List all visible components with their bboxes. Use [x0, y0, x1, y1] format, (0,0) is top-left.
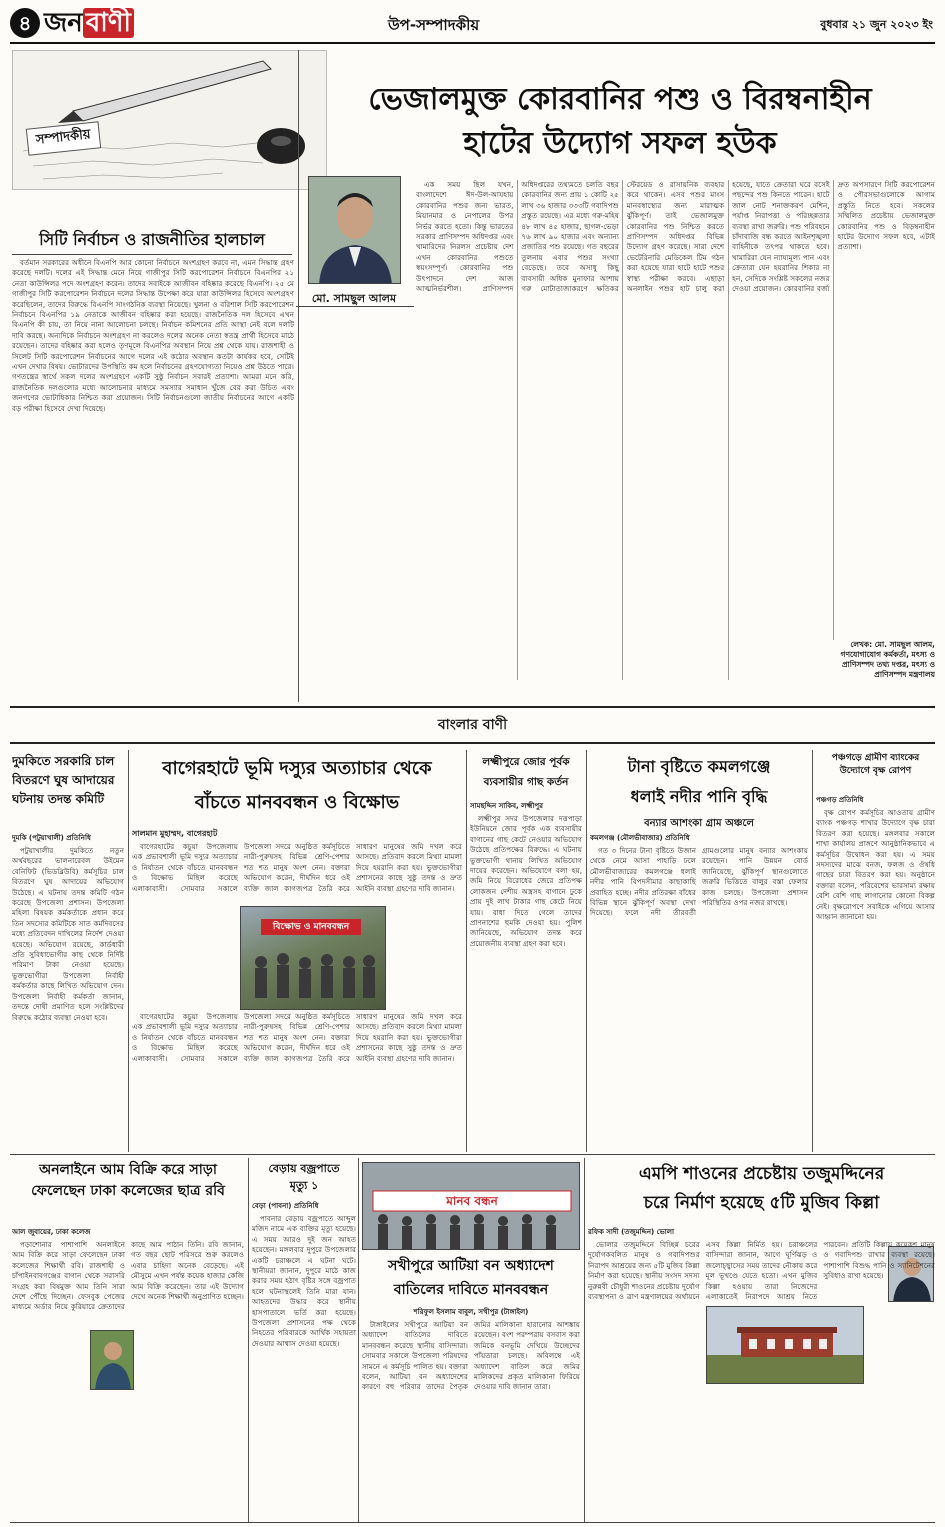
signature-line3: প্রাণিসম্পদ তথ্য দপ্তর, মৎস্য ও [841, 660, 935, 669]
s5-headline: পঞ্চগড়ে গ্রামীণ ব্যাংকের উদ্যোগে বৃক্ষ রোপণ [831, 753, 920, 776]
signature-line4: প্রাণিসম্পদ মন্ত্রণালয় [874, 670, 935, 679]
s8-body [362, 1320, 580, 1520]
s4-body [590, 846, 808, 1150]
s7-byline: বেড়া (পাবনা) প্রতিনিধি [252, 1202, 319, 1210]
s3-body-text: লক্ষ্মীপুর সদর উপজেলার দত্তপাড়া ইউনিয়নে জোর পূর্বক এক ব্যবসায়ীর বাগানের গাছ কেটে নেওয়ার অভিযোগ উঠেছে প্রতিপক্ষের বিরুদ্ধে। এ ঘটনায় ভুক্তভোগী থানায় লিখিত অভিযোগ দায়ের করেছেন। অভিযোগে বলা হয়, জমি নিয়ে বিরোধের জেরে প্রতিপক্ষ লোকজন দেশীয় অস্ত্রসহ বাগানে ঢুকে প্রায় দুই লাখ টাকার গাছ কেটে নিয়ে যায়। বাধা দিতে গেলে তাদের প্রাণনাশের হুমকি দেওয়া হয়। পুলিশ জানিয়েছে, অভিযোগ তদন্ত করে প্রয়োজনীয় ব্যবস্থা গ্রহণ করা হবে। [470, 814, 582, 948]
page-number: ৪ [18, 11, 32, 35]
editorial-headline-rule [12, 254, 292, 255]
s7-body [252, 1214, 356, 1520]
s9-headline-line2: চরে নির্মাণ হয়েছে ৫টি মুজিব কিল্লা [643, 1193, 880, 1213]
s2-body-bottom [132, 1012, 462, 1150]
s2-body-top [132, 842, 462, 904]
s4-byline: কমলগঞ্জ (মৌলভীবাজার) প্রতিনিধি [590, 834, 690, 842]
s9-byline: রফিক সাদী (তজুমদ্দিন) ভোলা [588, 1228, 675, 1236]
section-banner: বাংলার বাণী [437, 717, 508, 733]
s8-body-text: টাঙ্গাইলের সখীপুরে আটিয়া বন অধ্যাদেশ বাতিলের দাবিতে মানববন্ধন করেছে স্থানীয় বাসিন্দারা। সোমবার সকালে উপজেলা পরিষদের সামনে এ কর্মসূচি পালিত হয়। বক্তারা বলেন, আটিয়া বন অধ্যাদেশের কারণে বহু পরিবার তাদের পৈতৃক জমির মালিকানা হারানোর আশঙ্কায় রয়েছেন। বংশ পরম্পরায় বসবাস করা জমিকে বনভূমি দেখিয়ে উচ্ছেদের পাঁয়তারা চলছে। অবিলম্বে এই অধ্যাদেশ বাতিল করে জমির মালিকদের প্রকৃত মালিকানা ফিরিয়ে দেওয়ার দাবি জানান তারা। [362, 1320, 580, 1392]
s9-body-text: ভোলার তজুমদ্দিনে বিচ্ছিন্ন চরের দুর্যোগকবলিত মানুষ ও গবাদিপশুর নিরাপদ আশ্রয়ের জন্য ৫টি মুজিব কিল্লা নির্মাণ করা হয়েছে। স্থানীয় সংসদ সদস্য নুরুন্নবী চৌধুরী শাওনের প্রচেষ্টায় দুর্যোগ ব্যবস্থাপনা ও ত্রাণ মন্ত্রণালয়ের অর্থায়নে এসব কিল্লা নির্মিত হয়। চরাঞ্চলের বাসিন্দারা জানান, আগে ঘূর্ণিঝড় ও জলোচ্ছ্বাসের সময় তাদের নৌকায় করে মূল ভূখণ্ডে যেতে হতো। এখন মুজিব কিল্লা হওয়ায় তারা নিজেদের এলাকাতেই নিরাপদে আশ্রয় নিতে পারবেন। প্রতিটি কিল্লায় কয়েকশ মানুষ ও গবাদিপশু রাখার ব্যবস্থা রয়েছে। পাশাপাশি বিশুদ্ধ পানি ও স্যানিটেশনের সুবিধাও রাখা হয়েছে। [588, 1240, 935, 1302]
logo-part1: জন [44, 8, 83, 38]
s7-headline [252, 1160, 356, 1198]
s8-byline: শরিফুল ইসলাম বাবুল, সখীপুর (টাঙ্গাইল) [413, 1308, 529, 1316]
s1-headline: দুমকিতে সরকারি চাল বিতরণে ঘুষ আদায়ের ঘটনায় তদন্ত কমিটি [12, 754, 115, 806]
s1-body [12, 846, 124, 1150]
s8-photo-banner: মানব বন্ধন [446, 1194, 498, 1208]
editorial-body-text: বর্তমান সরকারের অধীনে বিএনপি আর কোনো নির্বাচনে অংশগ্রহণ করবে না, এমন সিদ্ধান্ত গ্রহণ করেছে দলটি। দলের এই সিদ্ধান্ত মেনে নিয়ে গাজীপুর সিটি করপোরেশন নির্বাচনে বিএনপির ২১ নেতা কাউন্সিলর পদে অংশগ্রহণ করেন। তাদের সবাইকে আজীবন বহিষ্কার করেছে বিএনপি। ২৫ মে গাজীপুর সিটি করপোরেশন নির্বাচনে দলের সিদ্ধান্ত উপেক্ষা করে যারা কাউন্সিলর হিসেবে অংশগ্রহণ করেছিলেন, তাদের বিরুদ্ধে বিএনপি সাংগঠনিক ব্যবস্থা নিয়েছে। খুলনা ও বরিশাল সিটি করপোরেশন নির্বাচনে বিএনপির ১৯ নেতাকে আজীবন বহিষ্কার করা হয়েছে। রাজনৈতিক দল হিসেবে এখন বিএনপি কী চায়, তা নিয়ে নানা আলোচনা চলছে। নির্বাচন কমিশনের প্রতি আস্থা নেই বলে দলটি দাবি করছে। অন্যদিকে নির্বাচনে অংশগ্রহণ না করলেও দলের অনেক নেতা স্বতন্ত্র প্রার্থী হিসেবে মাঠে রয়েছেন। তাদের বহিষ্কার করা হলেও তৃণমূলে বিএনপির অবস্থান নিয়ে প্রশ্ন থেকে যায়। রাজশাহী ও সিলেট সিটি করপোরেশন নির্বাচনের আগে দলের এই কঠোর অবস্থান কতটা কার্যকর হবে, সেটিই এখন দেখার বিষয়। ভোটারদের উপস্থিতি কম হলে নির্বাচনের গ্রহণযোগ্যতা নিয়েও প্রশ্ন উঠতে পারে। গণতন্ত্রের স্বার্থে সকল দলের অংশগ্রহণে একটি সুষ্ঠু নির্বাচন সবারই প্রত্যাশা। আমরা মনে করি, রাজনৈতিক দলগুলোর মধ্যে আলোচনার মাধ্যমে সমস্যার সমাধান খুঁজে বের করা উচিত এবং জনগণের ভোটাধিকার নিশ্চিত করা প্রয়োজন। সিটি নির্বাচনগুলো জাতীয় নির্বাচনের আগে একটি বড় পরীক্ষা হিসেবে দেখা দিয়েছে। [12, 258, 294, 413]
s1-body-text: পটুয়াখালীর দুমকিতে নতুন অর্থবছরের ভালনারেবল উইমেন বেনিফিট (ভিডব্লিউবি) কর্মসূচির চাল বিতরণে ঘুষ আদায়ের অভিযোগ উঠেছে। এ ঘটনায় তদন্ত কমিটি গঠন করেছে উপজেলা প্রশাসন। উপজেলা মহিলা বিষয়ক কর্মকর্তাকে প্রধান করে তিন সদস্যের কমিটিকে সাত কর্মদিবসের মধ্যে প্রতিবেদন দাখিলের নির্দেশ দেওয়া হয়েছে। অভিযোগ রয়েছে, কার্ডধারী প্রতি সুবিধাভোগীর কাছ থেকে নির্দিষ্ট পরিমাণ টাকা নেওয়া হয়েছে। ভুক্তভোগীরা উপজেলা নির্বাহী কর্মকর্তার কাছে লিখিত অভিযোগ দেন। উপজেলা নির্বাহী কর্মকর্তা জানান, তদন্তে দোষী প্রমাণিত হলে সংশ্লিষ্টদের বিরুদ্ধে কঠোর ব্যবস্থা নেওয়া হবে। [12, 846, 124, 1022]
s9-body [588, 1240, 935, 1520]
s7-body-text: পাবনার বেড়ায় বজ্রপাতে আব্দুল মজিদ নামে এক ব্যক্তির মৃত্যু হয়েছে। এ সময় আরও দুই জন আহত হয়েছেন। মঙ্গলবার দুপুরে উপজেলার একটি চরাঞ্চলে এ ঘটনা ঘটে। স্থানীয়রা জানান, দুপুরে মাঠে কাজ করার সময় হঠাৎ বৃষ্টির সঙ্গে বজ্রপাত হলে ঘটনাস্থলেই তিনি মারা যান। আহতদের উদ্ধার করে স্থানীয় হাসপাতালে ভর্তি করা হয়েছে। উপজেলা প্রশাসনের পক্ষ থেকে নিহতের পরিবারকে আর্থিক সহায়তা দেওয়ার আশ্বাস দেওয়া হয়েছে। [252, 1214, 356, 1348]
editorial-divider [298, 50, 299, 702]
oped-headline-line1: ভেজালমুক্ত কোরবানির পশু ও বিরম্বনাহীন [368, 82, 872, 117]
s4-body-text: গত ৩ দিনের টানা বৃষ্টিতে উজান থেকে নেমে আসা পাহাড়ি ঢলে মৌলভীবাজারের কমলগঞ্জে ধলাই নদীর পানি বিপদসীমার কাছাকাছি প্রবাহিত হচ্ছে। নদীর প্রতিরক্ষা বাঁধের বিভিন্ন স্থানে ঝুঁকিপূর্ণ অবস্থা দেখা দিয়েছে। ফলে নদী তীরবর্তী গ্রামগুলোর মানুষ বন্যার আশংকায় রয়েছেন। পানি উন্নয়ন বোর্ড জানিয়েছে, ঝুঁকিপূর্ণ স্থানগুলোতে জরুরি ভিত্তিতে বালুর বস্তা ফেলার কাজ চলছে। উপজেলা প্রশাসন পরিস্থিতির ওপর নজর রাখছে। [590, 846, 808, 918]
s4-headline-line2: ধলাই নদীর পানি বৃদ্ধি [630, 787, 768, 806]
s7-divider [358, 1158, 359, 1522]
s2-byline: সালমান মুহাম্মদ, বাগেরহাট [132, 829, 218, 838]
s2-headline [132, 752, 462, 824]
oped-signature [760, 640, 935, 680]
s8-headline-line1: সখীপুরে আটিয়া বন অধ্যাদেশ [388, 1258, 554, 1274]
s2-divider [466, 750, 467, 1152]
s8-photo [362, 1162, 580, 1250]
s3-body [470, 814, 582, 1150]
s8-divider [584, 1158, 585, 1522]
s9-headline-line1: এমপি শাওনের প্রচেষ্টায় তজুমদ্দিনের [638, 1164, 885, 1184]
s2-body-text: বাগেরহাটের কচুয়া উপজেলায় এক প্রভাবশালী ভূমি দস্যুর অত্যাচার ও নির্যাতন থেকে বাঁচতে মানববন্ধন ও বিক্ষোভ মিছিল করেছে এলাকাবাসী। সোমবার সকালে উপজেলা সদরে অনুষ্ঠিত কর্মসূচিতে নারী-পুরুষসহ বিভিন্ন শ্রেণি-পেশার শত শত মানুষ অংশ নেন। বক্তারা অভিযোগ করেন, দীর্ঘদিন ধরে ওই ব্যক্তি জাল কাগজপত্র তৈরি করে সাধারণ মানুষের জমি দখল করে আসছে। প্রতিবাদ করলে মিথ্যা মামলা দিয়ে হয়রানি করা হয়। ভুক্তভোগীরা প্রশাসনের কাছে সুষ্ঠু তদন্ত ও দ্রুত আইনি ব্যবস্থা গ্রহণের দাবি জানান। [132, 842, 462, 893]
logo-part2: বাণী [83, 8, 134, 38]
s2-photo [240, 906, 386, 1010]
masthead-rule [10, 42, 935, 44]
oped-body [300, 180, 935, 680]
s2-headline-line2: বাঁচতে মানববন্ধন ও বিক্ষোভ [194, 792, 400, 813]
s6-byline: আল জুবায়ের, ঢাকা কলেজ [12, 1228, 91, 1236]
editorial-headline: সিটি নির্বাচন ও রাজনীতির হালচাল [39, 230, 265, 249]
s8-headline-line2: বাতিলের দাবিতে মানববন্ধন [393, 1282, 549, 1298]
s5-body-text: বৃক্ষ রোপণ কর্মসূচির আওতায় গ্রামীণ ব্যাংক পঞ্চগড় শাখার উদ্যোগে বৃক্ষ চারা বিতরণ করা হয়েছে। মঙ্গলবার সকালে শাখা কার্যালয় প্রাঙ্গণে আনুষ্ঠানিকভাবে এ কর্মসূচির উদ্বোধন করা হয়। এ সময় সদস্যদের মাঝে বনজ, ফলজ ও ঔষধি গাছের চারা বিতরণ করা হয়। অনুষ্ঠানে বক্তারা বলেন, পরিবেশের ভারসাম্য রক্ষায় বেশি বেশি গাছ লাগানোর কোনো বিকল্প নেই। বৃক্ষরোপণে সবাইকে এগিয়ে আসার আহ্বান জানানো হয়। [816, 808, 935, 922]
s3-headline-line1: লক্ষ্মীপুরে জোর পূর্বক [482, 756, 570, 768]
page-bottom-rule [10, 1522, 935, 1523]
crowd-icon [241, 907, 386, 1010]
s7-headline-line2: মৃত্যু ১ [289, 1179, 319, 1192]
s3-byline: সামছদ্দিন সাকিব, লক্ষ্মীপুর [470, 802, 544, 810]
s4-headline-line1: টানা বৃষ্টিতে কমলগঞ্জে [627, 757, 771, 776]
s7-headline-line1: বেড়ায় বজ্রপাতে [268, 1162, 340, 1175]
s2-photo-banner: বিক্ষোভ ও মানববন্ধন [261, 919, 361, 935]
signature-line1: লেখক: মো. সামছুল আলম, [850, 640, 935, 649]
editorial-illustration [12, 50, 327, 190]
issue-date: বুধবার ২১ জুন ২০২৩ ইং [820, 18, 933, 31]
s6-body-text: পড়াশোনার পাশাপাশি অনলাইনে আম বিক্রি করে সাড়া ফেলেছেন ঢাকা কলেজের শিক্ষার্থী রবি। রাজশাহী ও চাঁপাইনবাবগঞ্জের বাগান থেকে সরাসরি সংগ্রহ করা বিষমুক্ত আম তিনি সারা দেশে পৌঁছে দিচ্ছেন। ফেসবুক পেজের মাধ্যমে অর্ডার নিয়ে কুরিয়ারে ক্রেতাদের কাছে আম পাঠান তিনি। রবি জানান, গত বছর ছোট পরিসরে শুরু করলেও এবার চাহিদা অনেক বেড়েছে। এই মৌসুমে এখন পর্যন্ত কয়েক হাজার কেজি আম বিক্রি করেছেন। তার এই উদ্যোগ দেখে অনেক শিক্ষার্থী অনুপ্রাণিত হচ্ছেন। [12, 1240, 244, 1312]
s6-divider [248, 1158, 249, 1522]
s5-byline: পঞ্চগড় প্রতিনিধি [816, 796, 864, 804]
s2-headline-line1: বাগেরহাটে ভূমি দস্যুর অত্যাচার থেকে [162, 758, 432, 779]
s6-photo [90, 1330, 134, 1390]
s2-body-text-2: বাগেরহাটের কচুয়া উপজেলায় এক প্রভাবশালী ভূমি দস্যুর অত্যাচার ও নির্যাতন থেকে বাঁচতে মানববন্ধন ও বিক্ষোভ মিছিল করেছে এলাকাবাসী। সোমবার সকালে উপজেলা সদরে অনুষ্ঠিত কর্মসূচিতে নারী-পুরুষসহ বিভিন্ন শ্রেণি-পেশার শত শত মানুষ অংশ নেন। বক্তারা অভিযোগ করেন, দীর্ঘদিন ধরে ওই ব্যক্তি জাল কাগজপত্র তৈরি করে সাধারণ মানুষের জমি দখল করে আসছে। প্রতিবাদ করলে মিথ্যা মামলা দিয়ে হয়রানি করা হয়। ভুক্তভোগীরা প্রশাসনের কাছে সুষ্ঠু তদন্ত ও দ্রুত আইনি ব্যবস্থা গ্রহণের দাবি জানান। [132, 1012, 462, 1063]
s9-headline [588, 1160, 935, 1222]
section-rule-top [10, 706, 935, 708]
s6-headline: অনলাইনে আম বিক্রি করে সাড়া ফেলেছেন ঢাকা কলেজের ছাত্র রবি [31, 1162, 225, 1199]
pen-and-inkwell-icon [13, 51, 327, 190]
s1-divider [128, 750, 129, 1152]
s1-byline: দুমকি (পটুয়াখালী) প্রতিনিধি [12, 834, 91, 842]
signature-line2: গণযোগাযোগ কর্মকর্তা, মৎস্য ও [840, 650, 935, 659]
page-number-badge [10, 8, 40, 38]
student-portrait-icon [91, 1331, 134, 1390]
s8-headline [362, 1254, 580, 1304]
s3-headline-line2: ব্যবসায়ীর গাছ কর্তন [483, 776, 569, 788]
s4-subhead: বন্যার আশংকা গ্রাম অঞ্চলে [644, 818, 754, 829]
oped-headline-line2: হাটের উদ্যোগ সফল হউক [463, 126, 777, 161]
editorial-badge-label: সম্পাদকীয় [35, 127, 92, 148]
editorial-body [12, 258, 294, 690]
s3-headline [470, 752, 582, 796]
section-rule-bottom [10, 742, 935, 744]
masthead [10, 6, 935, 40]
author-name: মো. সামছুল আলম [311, 292, 397, 305]
s4-headline [590, 752, 808, 814]
section-title: উপ-সম্পাদকীয় [388, 16, 480, 34]
s5-body [816, 808, 935, 1150]
oped-headline [305, 78, 935, 168]
oped-body-text: এক সময় ছিল যখন, বাংলাদেশে ঈদ-উল-আযহায় কোরবানির পশুর জন্য ভারত, মিয়ানমার ও নেপালের উপর নির্ভর করতে হতো। কিন্তু ভারতের সরকার প্রাণিসম্পদ অধিদপ্তর এবং খামারিদের নিরলস প্রচেষ্টায় দেশ এখন কোরবানির পশুতে স্বয়ংসম্পূর্ণ। কোরবানির পশু উৎপাদনে দেশ আজ আত্মনির্ভরশীল। প্রাণিসম্পদ অধিদপ্তরের তথ্যমতে চলতি বছর কোরবানির জন্য প্রায় ১ কোটি ২৫ লাখ ৩৬ হাজার ৩৩৩টি গবাদিপশু প্রস্তুত রয়েছে। এর মধ্যে গরু-মহিষ ৪৮ লাখ ৪৫ হাজার, ছাগল-ভেড়া ৭৬ লাখ ৯০ হাজার এবং অন্যান্য প্রজাতির পশু রয়েছে। গত বছরের তুলনায় এবার পশুর সংখ্যা বেড়েছে। তবে অসাধু কিছু ব্যবসায়ী অধিক মুনাফার আশায় গরু মোটাতাজাকরণে ক্ষতিকর স্টেরয়েড ও রাসায়নিক ব্যবহার করে থাকেন। এসব পশুর মাংস মানবস্বাস্থ্যের জন্য মারাত্মক ঝুঁকিপূর্ণ। তাই ভেজালমুক্ত কোরবানির পশু নিশ্চিত করতে প্রাণিসম্পদ অধিদপ্তর বিভিন্ন উদ্যোগ গ্রহণ করেছে। সারা দেশে ভেটেরিনারি মেডিকেল টিম গঠন করা হয়েছে যারা হাটে হাটে পশুর স্বাস্থ্য পরীক্ষা করবে। এছাড়া অনলাইন পশুর হাট চালু করা হয়েছে, যাতে ক্রেতারা ঘরে বসেই পছন্দের পশু কিনতে পারেন। হাটে জাল নোট শনাক্তকরণ মেশিন, পর্যাপ্ত নিরাপত্তা ও পরিচ্ছন্নতার ব্যবস্থা রাখা জরুরি। পশু পরিবহনে চাঁদাবাজি বন্ধ করতে আইনশৃঙ্খলা বাহিনীকে তৎপর থাকতে হবে। খামারিরা যেন ন্যায্যমূল্য পান এবং ক্রেতারা যেন হয়রানির শিকার না হন, সেদিকে সংশ্লিষ্ট সকলের নজর দেওয়া প্রয়োজন। কোরবানির বর্জ্য দ্রুত অপসারণে সিটি করপোরেশন ও পৌরসভাগুলোকে আগাম প্রস্তুতি নিতে হবে। সকলের সম্মিলিত প্রচেষ্টায় ভেজালমুক্ত কোরবানির পশু ও বিড়ম্বনাহীন হাটের উদ্যোগ সফল হবে, এটাই প্রত্যাশা। [416, 180, 935, 294]
middle-rule [10, 1154, 935, 1155]
s4-divider [812, 750, 813, 1152]
s3-divider [586, 750, 587, 1152]
logo [44, 6, 134, 40]
